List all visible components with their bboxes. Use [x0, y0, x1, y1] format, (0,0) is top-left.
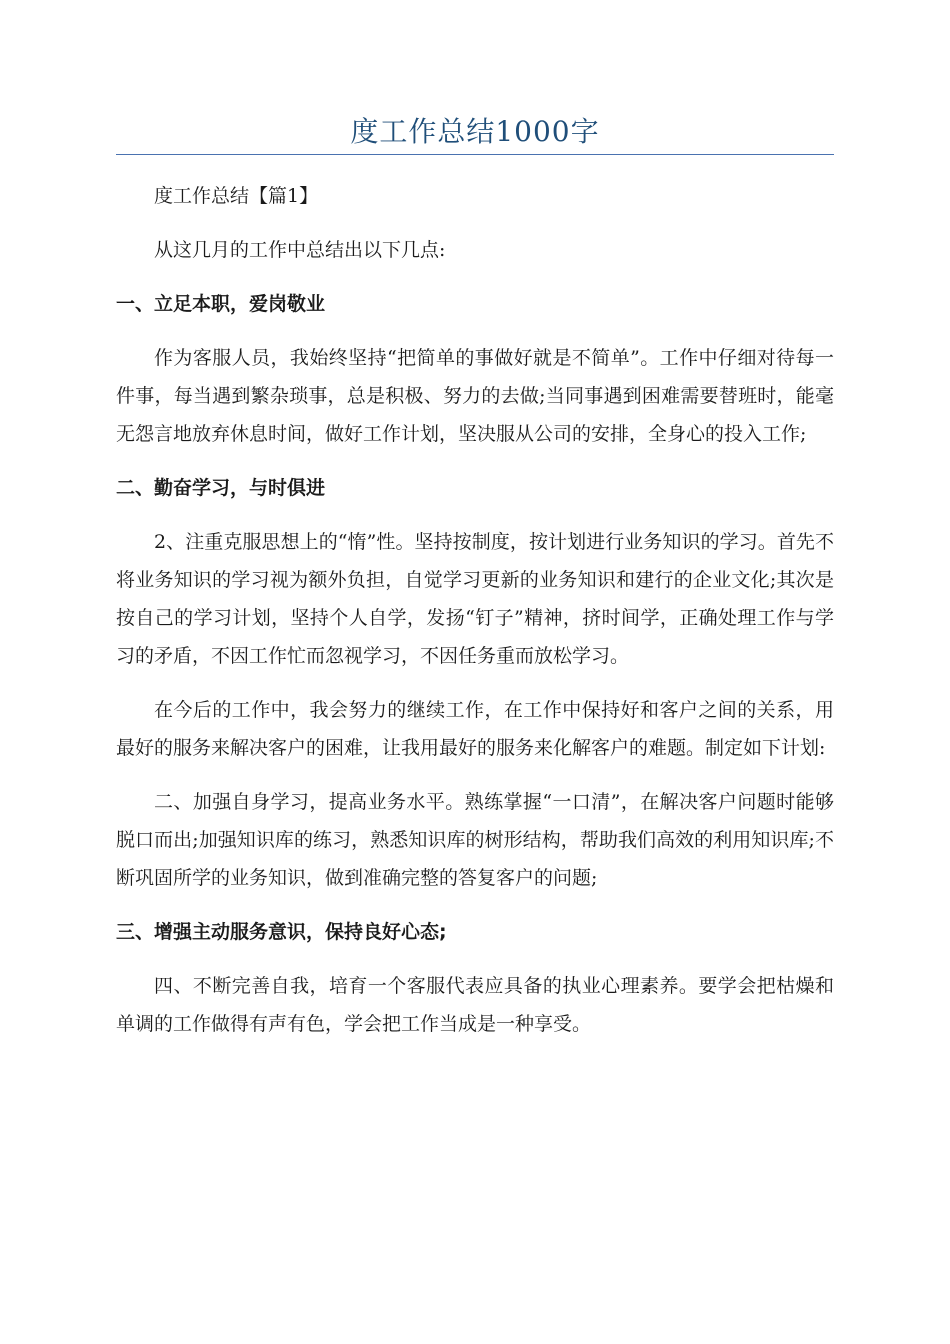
intro-paragraph: 从这几月的工作中总结出以下几点:: [154, 239, 446, 261]
section-3-paragraph-1: 四、不断完善自我，培育一个客服代表应具备的执业心理素养。要学会把枯燥和单调的工作做得有声有色，学会把工作当成是一种享受。: [116, 975, 834, 1035]
section-heading-3: 三、增强主动服务意识，保持良好心态;: [116, 921, 447, 943]
document-title: 度工作总结1000字: [350, 115, 600, 148]
document-subtitle: 度工作总结【篇1】: [154, 185, 319, 207]
section-heading-1: 一、立足本职，爱岗敬业: [116, 293, 326, 315]
section-1-paragraph-1: 作为客服人员，我始终坚持“把简单的事做好就是不简单”。工作中仔细对待每一件事，每当遇到繁杂琐事，总是积极、努力的去做;当同事遇到困难需要替班时，能毫无怨言地放弃休息时间，做好工作计划，坚决服从公司的安排，全身心的投入工作;: [116, 347, 834, 445]
section-2-paragraph-1: 2、注重克服思想上的“惰”性。坚持按制度，按计划进行业务知识的学习。首先不将业务知识的学习视为额外负担，自觉学习更新的业务知识和建行的企业文化;其次是按自己的学习计划，坚持个人自学，发扬“钉子”精神，挤时间学，正确处理工作与学习的矛盾，不因工作忙而忽视学习，不因任务重而放松学习。: [116, 531, 834, 667]
section-heading-2: 二、勤奋学习，与时俱进: [116, 477, 326, 499]
section-2-paragraph-2: 在今后的工作中，我会努力的继续工作，在工作中保持好和客户之间的关系，用最好的服务来解决客户的困难，让我用最好的服务来化解客户的难题。制定如下计划:: [116, 699, 834, 759]
document-page: [116, 0, 834, 1043]
section-2-paragraph-3: 二、加强自身学习，提高业务水平。熟练掌握“一口清”，在解决客户问题时能够脱口而出;加强知识库的练习，熟悉知识库的树形结构，帮助我们高效的利用知识库;不断巩固所学的业务知识，做到准确完整的答复客户的问题;: [116, 791, 834, 889]
title-underline: [116, 154, 834, 155]
